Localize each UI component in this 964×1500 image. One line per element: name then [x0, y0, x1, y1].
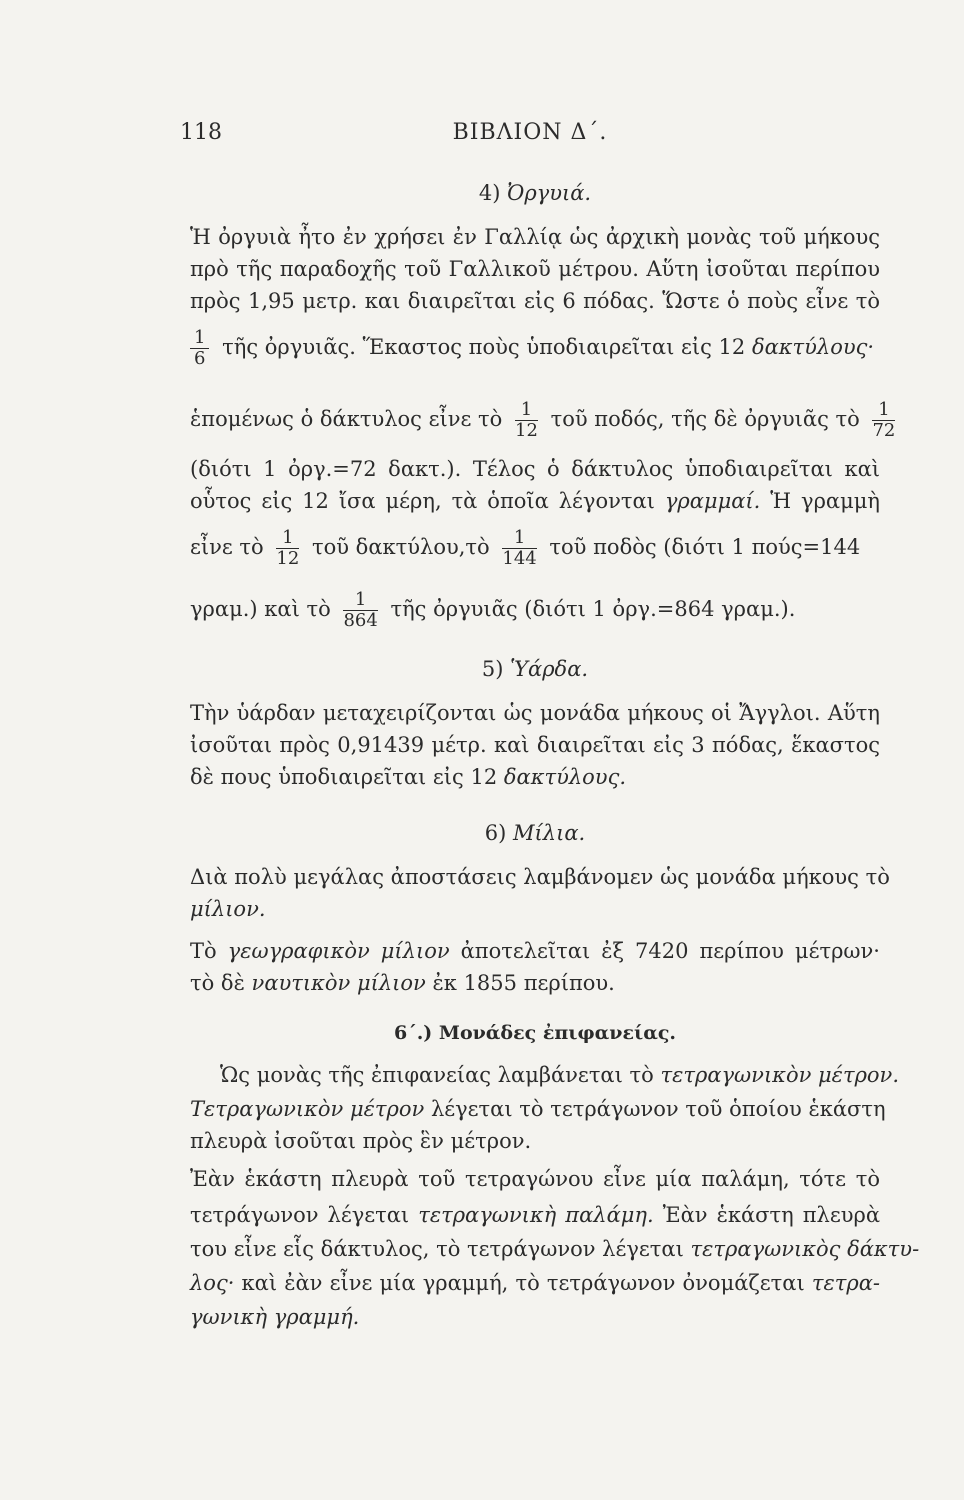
paragraph-line: πλευρὰ ἰσοῦται πρὸς ἓν μέτρον.: [190, 1129, 532, 1153]
page-number: 118: [180, 120, 222, 145]
paragraph-line: Ἐὰν ἑκάστη πλευρὰ τοῦ τετραγώνου εἶνε μία παλάμη, τότε τὸ: [190, 1167, 880, 1191]
fraction: $\frac{1}{6}$: [190, 328, 209, 369]
paragraph-line: του εἶνε εἷς δάκτυλος, τὸ τετράγωνον λέγεται τετραγωνικὸς δάκτυ-: [190, 1237, 920, 1261]
section-heading-surface-units: 6΄.) Μονάδες ἐπιφανείας.: [393, 1022, 677, 1044]
section-heading-yard: 5) Ὑάρδα.: [481, 657, 589, 681]
paragraph-line: Ὡς μονὰς τῆς ἐπιφανείας λαμβάνεται τὸ τετραγωνικὸν μέτρον.: [220, 1063, 899, 1087]
paragraph-line: Τὴν ὑάρδαν μεταχειρίζονται ὡς μονάδα μήκους οἱ Ἄγγλοι. Αὕτη: [190, 701, 880, 725]
paragraph-line: λος· καὶ ἐὰν εἶνε μία γραμμή, τὸ τετράγωνον ὀνομάζεται τετρα-: [190, 1271, 880, 1295]
fraction: $\frac{1}{12}$: [515, 399, 538, 441]
fraction: $\frac{1}{12}$: [276, 527, 300, 569]
paragraph-line: Ἡ ὀργυιὰ ἦτο ἐν χρήσει ἐν Γαλλίᾳ ὡς ἀρχικὴ μονὰς τοῦ μήκους: [190, 225, 880, 249]
paragraph-line: μίλιον.: [190, 897, 266, 921]
fraction: $\frac{1}{144}$: [502, 527, 537, 569]
paragraph-line: ἑπομένως ὁ δάκτυλος εἶνε τὸ $\frac{1}{12}$ τοῦ ποδός, τῆς δὲ ὀργυιᾶς τὸ $\frac{1}{72}$: [190, 399, 896, 441]
fraction: $\frac{1}{72}$: [872, 399, 896, 441]
paragraph-line: (διότι 1 ὀργ.=72 δακτ.). Τέλος ὁ δάκτυλος ὑποδιαιρεῖται καὶ: [190, 457, 880, 481]
paragraph-line: δὲ πους ὑποδιαιρεῖται εἰς 12 δακτύλους.: [190, 765, 627, 789]
fraction: $\frac{1}{864}$: [343, 589, 378, 631]
paragraph-line: Τὸ γεωγραφικὸν μίλιον ἀποτελεῖται ἐξ 7420 περίπου μέτρων·: [190, 939, 880, 963]
paragraph-line: τετράγωνον λέγεται τετραγωνικὴ παλάμη. Ἐὰν ἑκάστη πλευρὰ: [190, 1203, 880, 1227]
paragraph-line: γωνικὴ γραμμή.: [190, 1305, 360, 1329]
page-header: [180, 120, 880, 152]
paragraph-line: πρὸ τῆς παραδοχῆς τοῦ Γαλλικοῦ μέτρου. Αὕτη ἰσοῦται περίπου: [190, 257, 880, 281]
paragraph-line: $\frac{1}{6}$ τῆς ὀργυιᾶς. Ἕκαστος ποὺς ὑποδιαιρεῖται εἰς 12 δακτύλους·: [190, 328, 880, 369]
section-heading-orgyia: 4) Ὀργυιά.: [478, 181, 592, 205]
paragraph-line: ἰσοῦται πρὸς 0,91439 μέτρ. καὶ διαιρεῖται εἰς 3 πόδας, ἕκαστος: [190, 733, 880, 757]
paragraph-line: Τετραγωνικὸν μέτρον λέγεται τὸ τετράγωνον τοῦ ὁποίου ἑκάστη: [190, 1097, 886, 1121]
section-heading-miles: 6) Μίλια.: [484, 821, 586, 845]
paragraph-line: πρὸς 1,95 μετρ. και διαιρεῖται εἰς 6 πόδας. Ὥστε ὁ ποὺς εἶνε τὸ: [190, 289, 880, 313]
paragraph-line: οὗτος εἰς 12 ἴσα μέρη, τὰ ὁποῖα λέγονται γραμμαί. Ἡ γραμμὴ: [190, 489, 880, 513]
paragraph-line: Διὰ πολὺ μεγάλας ἀποστάσεις λαμβάνομεν ὡς μονάδα μήκους τὸ: [190, 865, 890, 889]
paragraph-line: εἶνε τὸ $\frac{1}{12}$ τοῦ δακτύλου,τὸ $\frac{1}{144}$ τοῦ ποδὸς (διότι 1 πούς=144: [190, 527, 861, 569]
paragraph-line: τὸ δὲ ναυτικὸν μίλιον ἐκ 1855 περίπου.: [190, 971, 615, 995]
paragraph-line: γραμ.) καὶ τὸ $\frac{1}{864}$ τῆς ὀργυιᾶς (διότι 1 ὀργ.=864 γραμ.).: [190, 589, 796, 631]
running-title: ΒΙΒΛΙΟΝ Δ΄.: [452, 120, 608, 145]
